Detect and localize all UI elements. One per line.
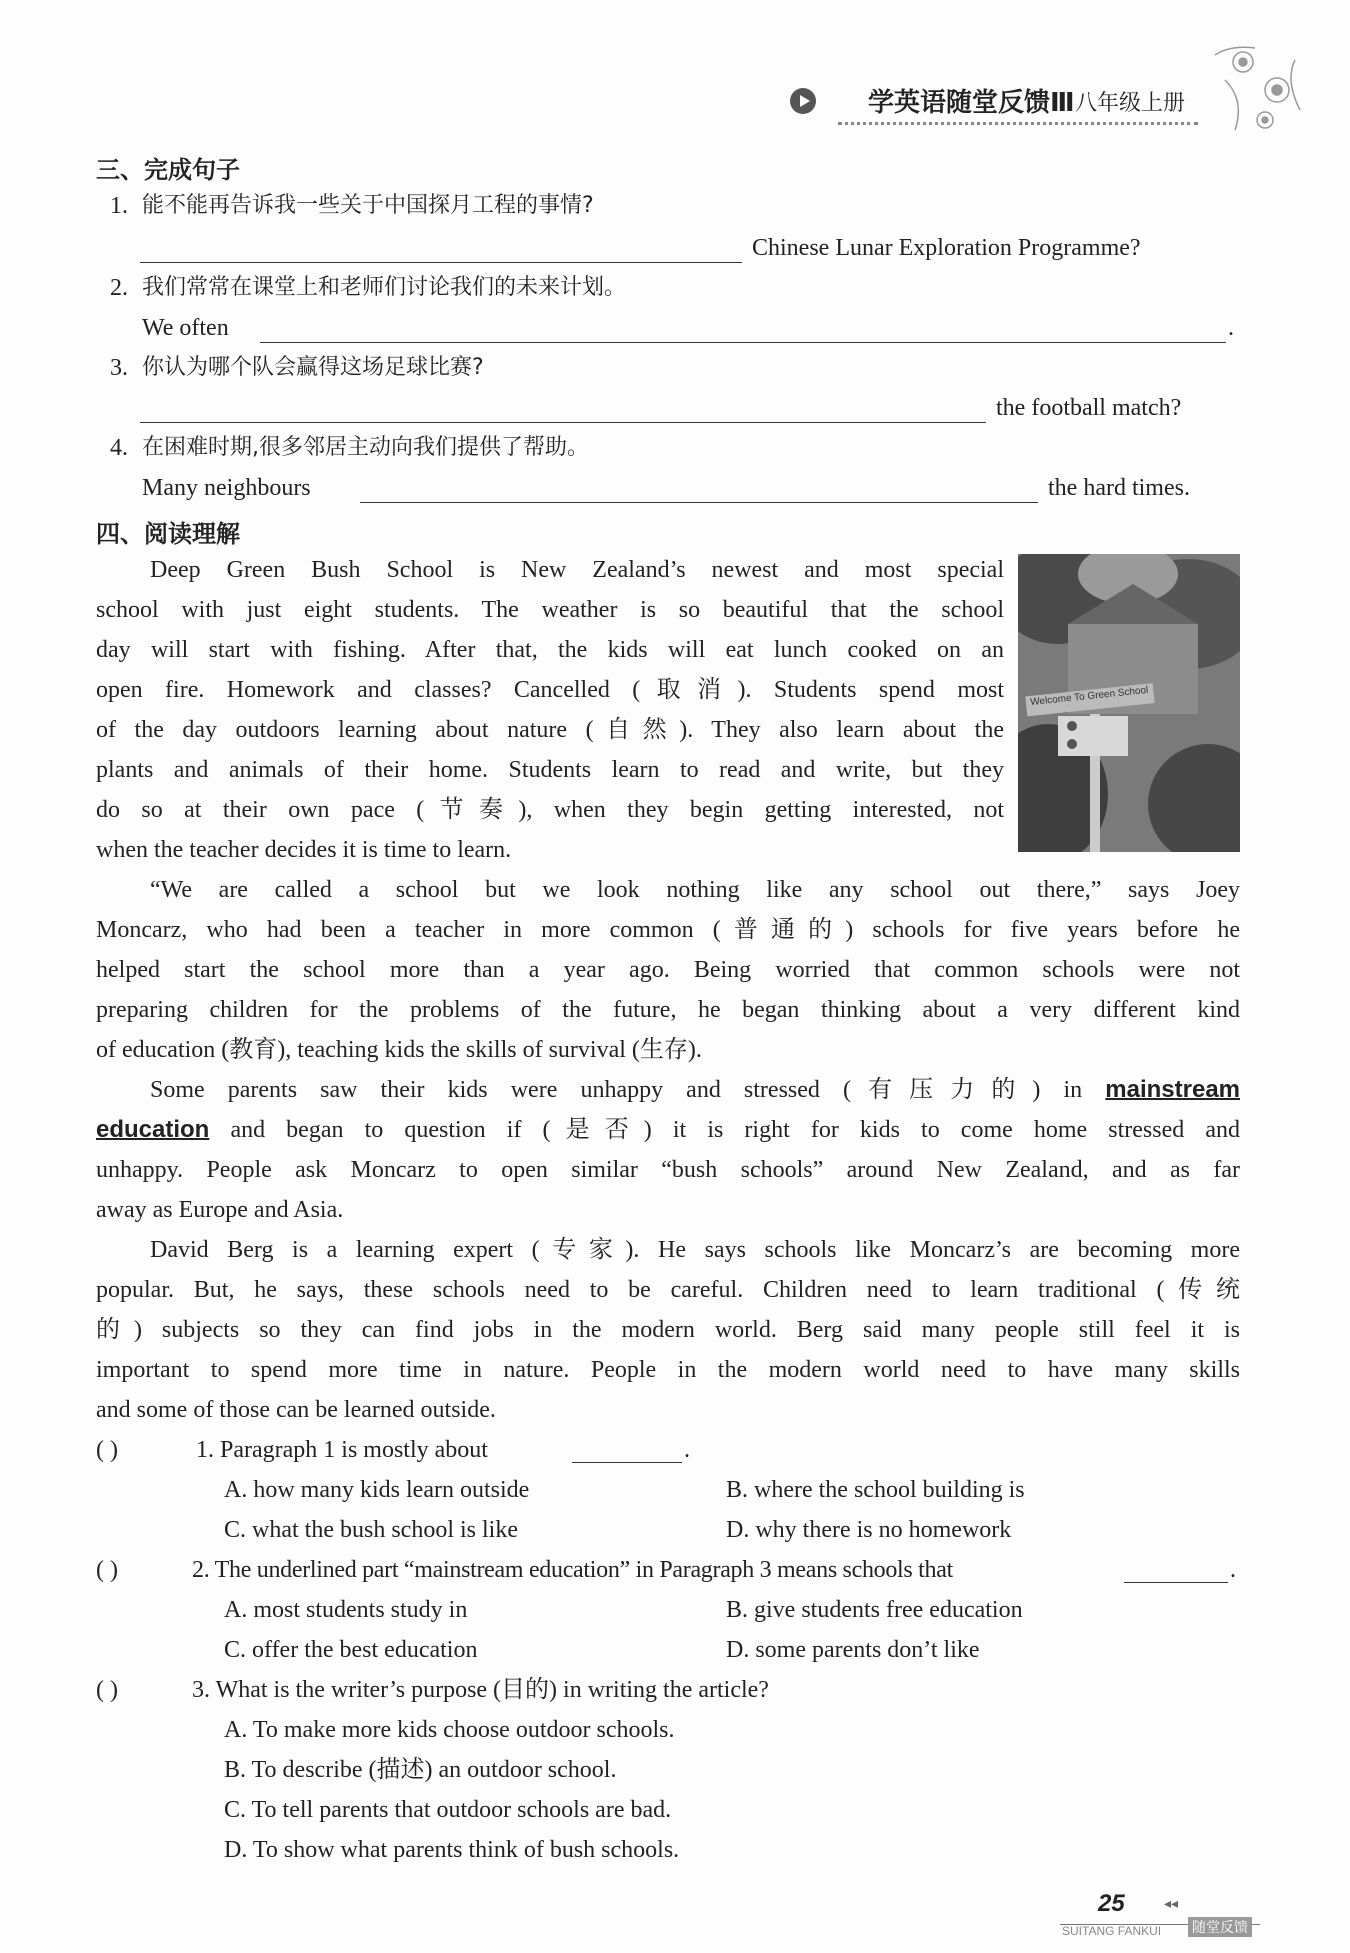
arrow-icon: ◂◂ — [1164, 1897, 1179, 1912]
q3-option-a[interactable]: A. To make more kids choose outdoor schools. — [224, 1717, 675, 1743]
photo-sign-text: Welcome To Green School — [1029, 684, 1149, 709]
q2-blank[interactable] — [1124, 1582, 1228, 1583]
p3-line2-text: and began to question if (是否) it is right for kids to come home stressed and — [209, 1117, 1240, 1143]
item4-number: 4. — [110, 435, 128, 461]
flower-ornament — [1205, 40, 1315, 140]
header-title: 学英语随堂反馈Ⅲ — [868, 88, 1075, 118]
p3-line — [96, 1110, 1240, 1150]
q2-answer-paren[interactable]: ( ) — [96, 1557, 118, 1583]
p1-line: of the day outdoors learning about nature (自然). They also learn about the — [96, 717, 1004, 743]
underlined-education: education — [96, 1116, 210, 1143]
item2-tail: . — [1228, 315, 1234, 341]
item4-chinese: 在困难时期,很多邻居主动向我们提供了帮助。 — [142, 435, 589, 460]
school-photo — [1018, 554, 1240, 852]
item3-blank[interactable] — [140, 422, 986, 423]
q1-option-c[interactable]: C. what the bush school is like — [224, 1517, 518, 1543]
p4-line: and some of those can be learned outside. — [96, 1397, 496, 1423]
p1-line: do so at their own pace (节奏), when they begin getting interested, not — [96, 797, 1004, 823]
q3-option-d[interactable]: D. To show what parents think of bush schools. — [224, 1837, 680, 1863]
q2-option-a[interactable]: A. most students study in — [224, 1597, 468, 1623]
p1-line: Deep Green Bush School is New Zealand’s newest and most special — [150, 557, 1004, 583]
q2-end: . — [1230, 1557, 1236, 1583]
p1-line: plants and animals of their home. Students learn to read and write, but they — [96, 757, 1004, 783]
q1-option-a[interactable]: A. how many kids learn outside — [224, 1477, 530, 1503]
item2-lead: We often — [142, 315, 229, 341]
section3-heading: 三、完成句子 — [96, 156, 240, 184]
q1-option-b[interactable]: B. where the school building is — [726, 1477, 1025, 1503]
section4-heading: 四、阅读理解 — [96, 520, 240, 548]
q1-answer-paren[interactable]: ( ) — [96, 1437, 118, 1463]
p3-line: unhappy. People ask Moncarz to open similar “bush schools” around New Zealand, and as far — [96, 1157, 1240, 1183]
p2-line: helped start the school more than a year ago. Being worried that common schools were not — [96, 957, 1240, 983]
paragraph-4 — [96, 1230, 1240, 1430]
paragraph-3 — [96, 1070, 1240, 1230]
p2-line: “We are called a school but we look nothing like any school out there,” says Joey — [150, 877, 1240, 903]
paragraph-2 — [96, 870, 1240, 1070]
q3-option-c[interactable]: C. To tell parents that outdoor schools are bad. — [224, 1797, 672, 1823]
header-dotted-rule — [838, 122, 1198, 125]
header-subtitle: 八年级上册 — [1075, 91, 1186, 116]
q3-stem: 3. What is the writer’s purpose (目的) in writing the article? — [192, 1677, 769, 1703]
item2-number: 2. — [110, 275, 128, 301]
underlined-mainstream: mainstream — [1105, 1076, 1241, 1103]
q2-option-b[interactable]: B. give students free education — [726, 1597, 1023, 1623]
p4-line: 的) subjects so they can find jobs in the modern world. Berg said many people still feel it is — [96, 1317, 1240, 1343]
p3-line — [96, 1070, 1240, 1110]
item4-lead: Many neighbours — [142, 475, 311, 501]
p1-line: when the teacher decides it is time to learn. — [96, 837, 512, 863]
q2-option-c[interactable]: C. offer the best education — [224, 1637, 478, 1663]
item3-number: 3. — [110, 355, 128, 381]
p1-line: open fire. Homework and classes? Cancelled (取消). Students spend most — [96, 677, 1004, 703]
item2-blank[interactable] — [260, 342, 1226, 343]
p3-line: away as Europe and Asia. — [96, 1197, 344, 1223]
p3-line1-text: Some parents saw their kids were unhappy and stressed (有压力的) in — [150, 1077, 1083, 1103]
p4-line: popular. But, he says, these schools need to be careful. Children need to learn traditional (传统 — [96, 1277, 1240, 1303]
item3-chinese: 你认为哪个队会赢得这场足球比赛? — [142, 355, 484, 380]
p2-line: Moncarz, who had been a teacher in more common (普通的) schools for five years before he — [96, 917, 1240, 943]
item4-blank[interactable] — [360, 502, 1038, 503]
p2-line: preparing children for the problems of the future, he began thinking about a very different kind — [96, 997, 1240, 1023]
footer — [1060, 1890, 1270, 1940]
p2-line: of education (教育), teaching kids the skills of survival (生存). — [96, 1037, 702, 1063]
item1-number: 1. — [110, 193, 128, 219]
item1-chinese: 能不能再告诉我一些关于中国探月工程的事情? — [142, 193, 594, 218]
p4-line: David Berg is a learning expert (专家). He says schools like Moncarz’s are becoming more — [150, 1237, 1240, 1263]
q3-option-b[interactable]: B. To describe (描述) an outdoor school. — [224, 1757, 617, 1783]
item1-tail: Chinese Lunar Exploration Programme? — [752, 235, 1141, 261]
footer-tag: 随堂反馈 — [1188, 1917, 1252, 1937]
q1-blank[interactable] — [572, 1462, 682, 1463]
q1-option-d[interactable]: D. why there is no homework — [726, 1517, 1012, 1543]
paragraph-1 — [96, 550, 1004, 870]
item3-tail: the football match? — [996, 395, 1182, 421]
q3-answer-paren[interactable]: ( ) — [96, 1677, 118, 1703]
p1-line: day will start with fishing. After that, the kids will eat lunch cooked on an — [96, 637, 1004, 663]
play-icon — [790, 88, 816, 114]
page-number: 25 — [1098, 1890, 1125, 1917]
p4-line: important to spend more time in nature. People in the modern world need to have many skills — [96, 1357, 1240, 1383]
q2-option-d[interactable]: D. some parents don’t like — [726, 1637, 980, 1663]
q2-stem: 2. The underlined part “mainstream education” in Paragraph 3 means schools that — [192, 1557, 953, 1583]
p1-line: school with just eight students. The weather is so beautiful that the school — [96, 597, 1004, 623]
q1-stem: 1. Paragraph 1 is mostly about — [196, 1437, 488, 1463]
item4-tail: the hard times. — [1048, 475, 1190, 501]
q1-end: . — [684, 1437, 690, 1463]
footer-brand: SUITANG FANKUI — [1062, 1924, 1162, 1938]
item1-blank[interactable] — [140, 262, 742, 263]
item2-chinese: 我们常常在课堂上和老师们讨论我们的未来计划。 — [142, 275, 627, 300]
